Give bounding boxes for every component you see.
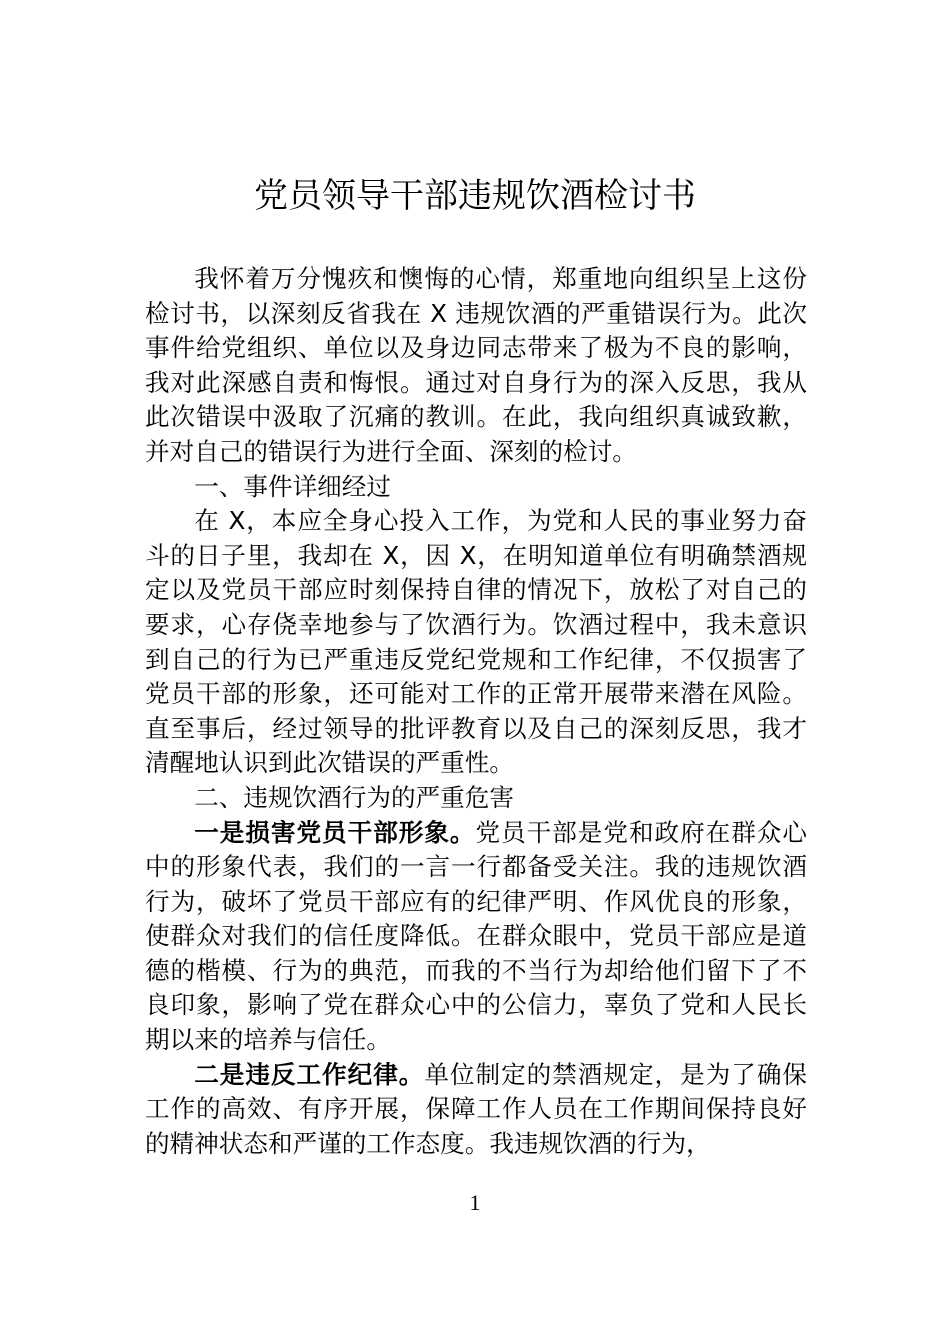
section-heading-1: 一、事件详细经过 <box>194 471 391 501</box>
harm-point-2-text: 单位制定的禁酒规定，是为了确保工作的高效、有序开展，保障工作人员在工作期间保持良好的精神状态和严谨的工作态度。我违规饮酒的行为， <box>145 1059 807 1158</box>
harm-point-1-lead: 一是损害党员干部形象。 <box>194 817 476 847</box>
harm-point-2-paragraph <box>145 1058 807 1162</box>
page-number: 1 <box>469 1190 481 1215</box>
document-body <box>145 262 807 1161</box>
intro-paragraph: 我怀着万分愧疚和懊悔的心情，郑重地向组织呈上这份检讨书，以深刻反省我在 X 违规饮酒的严重错误行为。此次事件给党组织、单位以及身边同志带来了极为不良的影响，我对此深感自责和悔恨。通过对自身行为的深入反思，我从此次错误中汲取了沉痛的教训。在此，我向组织真诚致歉，并对自己的错误行为进行全面、深刻的检讨。 <box>145 264 807 466</box>
harm-point-1-paragraph <box>145 816 807 1058</box>
harm-point-1-text: 党员干部是党和政府在群众心中的形象代表，我们的一言一行都备受关注。我的违规饮酒行为，破坏了党员干部应有的纪律严明、作风优良的形象，使群众对我们的信任度降低。在群众眼中，党员干部应是道德的楷模、行为的典范，而我的不当行为却给他们留下了不良印象，影响了党在群众心中的公信力，辜负了党和人民长期以来的培养与信任。 <box>145 817 807 1055</box>
document-title: 党员领导干部违规饮酒检讨书 <box>254 176 696 216</box>
harm-point-2-lead: 二是违反工作纪律。 <box>194 1059 425 1089</box>
event-details-paragraph: 在 X，本应全身心投入工作，为党和人民的事业努力奋斗的日子里，我却在 X，因 X，在明知道单位有明确禁酒规定以及党员干部应时刻保持自律的情况下，放松了对自己的要求，心存侥幸地参与了饮酒行为。饮酒过程中，我未意识到自己的行为已严重违反党纪党规和工作纪律，不仅损害了党员干部的形象，还可能对工作的正常开展带来潜在风险。直至事后，经过领导的批评教育以及自己的深刻反思，我才清醒地认识到此次错误的严重性。 <box>145 506 807 778</box>
section-heading-2: 二、违规饮酒行为的严重危害 <box>194 782 514 812</box>
